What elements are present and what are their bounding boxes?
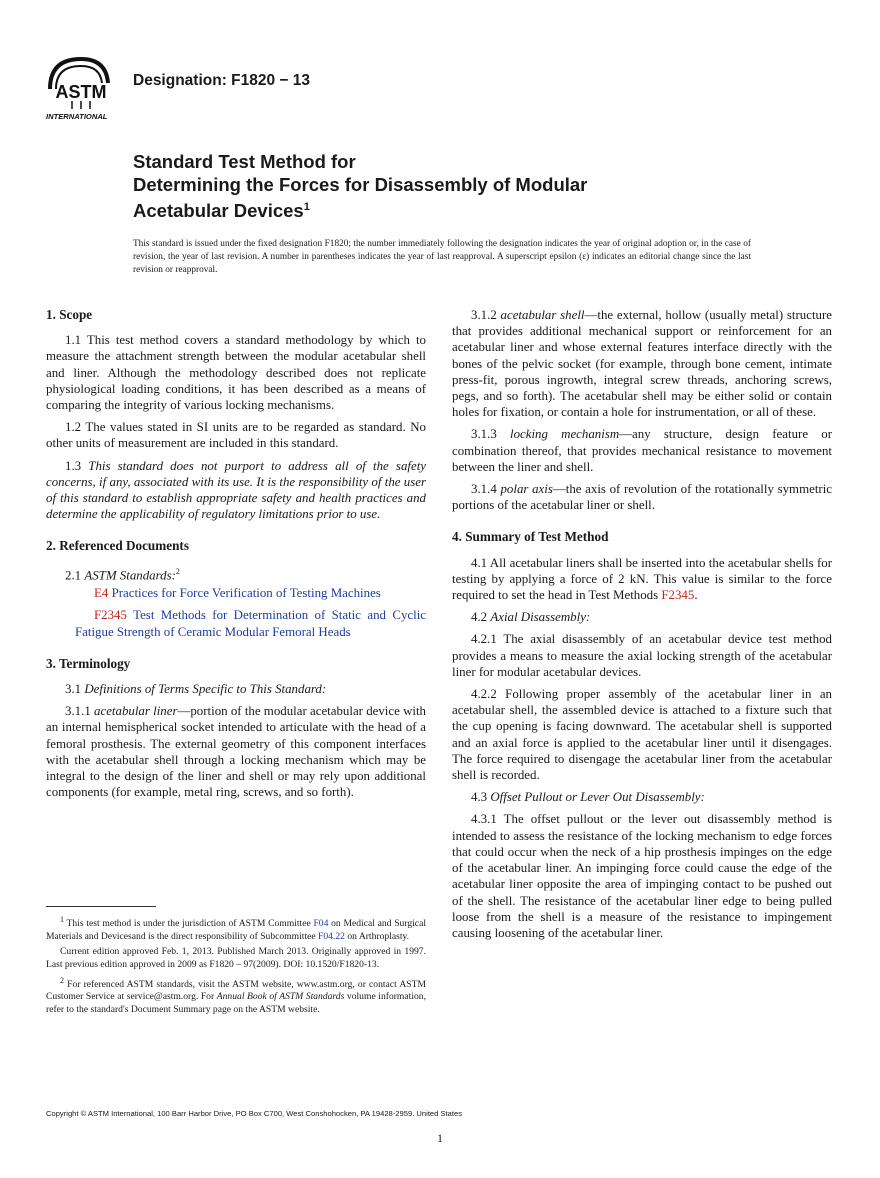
link-f04-22[interactable]: F04.22 bbox=[318, 930, 345, 942]
para-4-2-2: 4.2.2 Following proper assembly of the acetabular liner in an acetabular shell, the assembled device is attached to a fixture such that the cup opening is facing downward. The acetabular shell is supported and an axial force is applied to the acetabular liner until it disengages. The force required to disengage the acetabular liner from the acetabular shell is recorded. bbox=[452, 687, 832, 783]
para-4-2 bbox=[452, 609, 832, 625]
section-1-heading: 1. Scope bbox=[46, 307, 93, 322]
para-3-1-4 bbox=[452, 481, 832, 513]
title-line-3 bbox=[133, 196, 773, 222]
footnote-2-book-title: Annual Book of ASTM Standards bbox=[216, 991, 345, 1003]
ref-f2345-code[interactable]: F2345 bbox=[94, 608, 127, 623]
ref-f2345-title[interactable]: Test Methods for Determination of Static and Cyclic Fatigue Strength of Ceramic Modular Femoral Heads bbox=[75, 608, 426, 639]
para-3-1-1-number: 3.1.1 bbox=[65, 704, 95, 719]
para-3-1-1 bbox=[46, 703, 426, 800]
footnote-2-marker: 2 bbox=[60, 975, 64, 985]
para-3-1-3 bbox=[452, 426, 832, 475]
ref-e4-code[interactable]: E4 bbox=[94, 586, 109, 601]
link-f04[interactable]: F04 bbox=[313, 918, 329, 930]
footnotes bbox=[46, 914, 426, 1020]
footnote-rule bbox=[46, 906, 156, 907]
section-4-heading: 4. Summary of Test Method bbox=[452, 529, 609, 545]
footnote-2 bbox=[46, 975, 426, 1017]
title-footnote-marker: 1 bbox=[303, 201, 310, 213]
para-3-1-1-text: —portion of the modular acetabular device with an internal hemispherical socket intended to articulate with the head of a femoral prosthesis. The external geometry of this component interfaces with the acetabular shell through a locking mechanism which may be integral to the design of the liner and shell or may rely upon additional components (for example, metal ring, screws, and so forth). bbox=[46, 704, 426, 800]
section-3-heading: 3. Terminology bbox=[46, 655, 131, 671]
term-polar-axis: polar axis bbox=[500, 482, 553, 497]
astm-logo bbox=[44, 55, 126, 121]
logo-text: ASTM bbox=[55, 82, 107, 102]
para-4-1-end: . bbox=[694, 588, 698, 603]
designation: Designation: F1820 − 13 bbox=[133, 72, 311, 89]
logo-subtext: INTERNATIONAL bbox=[46, 112, 108, 121]
para-4-3-1: 4.3.1 The offset pullout or the lever out disassembly method is intended to assess the resistance of the locking mechanism to edge forces that could occur when the neck of a hip prosthesis impinges on the edge of the acetabular liner. An impinging force could cause the edge of the acetabular liner opposite the area of impinging contact to be pushed out of the shell. The resistance of the acetabular liner edge to being pulled loose from the shell is a measure of the resistance to impingement causing loosening of the acetabular liner. bbox=[452, 812, 832, 940]
para-3-1-text: Definitions of Terms Specific to This Standard: bbox=[84, 681, 327, 696]
para-1-3-text: This standard does not purport to address all of the safety concerns, if any, associated with its use. It is the responsibility of the user of this standard to establish appropriate safety and health practices and determine the applicability of regulatory limitations prior to use. bbox=[46, 458, 427, 522]
para-4-2-number: 4.2 bbox=[471, 610, 491, 625]
para-4-2-1: 4.2.1 The axial disassembly of an acetabular device test method provides a means to measure the axial locking strength of the acetabular liner for modular acetabular devices. bbox=[452, 632, 832, 679]
footnote-2-text-b: volume information, refer to the standard's Document Summary page on the ASTM website. bbox=[46, 991, 426, 1015]
preamble: This standard is issued under the fixed designation F1820; the number immediately following the designation indicates the year of original adoption or, in the case of revision, the year of last revision. A number in parentheses indicates the year of last reapproval. A superscript epsilon (ε) indicates an editorial change since the last revision or reapproval. bbox=[133, 239, 751, 275]
footnote-1-edition: Current edition approved Feb. 1, 2013. Published March 2013. Originally approved in 1997. Last previous edition approved in 2009 as F1820 – 97(2009). DOI: 10.1520/F1820-13. bbox=[46, 946, 426, 970]
para-4-3-text: Offset Pullout or Lever Out Disassembly: bbox=[490, 790, 705, 805]
para-1-3-number: 1.3 bbox=[65, 458, 89, 473]
para-3-1-2-text: —the external, hollow (usually metal) structure that provides additional mechanical support or reinforcement for an acetabular liner and whose external features interface directly with the bones of the pelvic socket (for example, through bone cement, intimate press-fit, porous ingrowth, integral screw threads, anchoring screws, pegs, and so forth). The acetabular shell may be either solid or contain holes for fixation, or contain a hole for instrumentation, or all of these. bbox=[452, 308, 832, 420]
para-1-2: 1.2 The values stated in SI units are to be regarded as standard. No other units of measurement are included in this standard. bbox=[46, 420, 426, 451]
para-4-2-text: Axial Disassembly: bbox=[490, 610, 591, 625]
para-2-1-number: 2.1 bbox=[65, 567, 85, 582]
footnote-1-text-a: This test method is under the jurisdiction of ASTM Committee bbox=[64, 918, 314, 930]
footnote-1 bbox=[46, 914, 426, 943]
para-3-1-number: 3.1 bbox=[65, 681, 85, 696]
copyright: Copyright © ASTM International, 100 Barr Harbor Drive, PO Box C700, West Conshohocken, PA 19428-2959. United States bbox=[46, 1109, 463, 1118]
footnote-1-marker: 1 bbox=[60, 915, 64, 924]
para-3-1-4-text: —the axis of revolution of the rotationally symmetric portions of the acetabular liner or shell. bbox=[452, 482, 833, 513]
title-line-3-text: Acetabular Devices bbox=[133, 200, 304, 222]
para-3-1-2 bbox=[452, 307, 832, 420]
para-2-1 bbox=[46, 564, 426, 584]
para-3-1-4-number: 3.1.4 bbox=[471, 482, 501, 497]
astm-logo-graphic bbox=[44, 55, 126, 121]
term-acetabular-liner: acetabular liner bbox=[94, 704, 178, 719]
title-line-1: Standard Test Method for bbox=[133, 151, 356, 172]
left-column bbox=[46, 307, 426, 806]
para-4-3-number: 4.3 bbox=[471, 790, 491, 805]
section-2-heading: 2. Referenced Documents bbox=[46, 538, 189, 554]
page-number: 1 bbox=[437, 1131, 443, 1145]
document-title bbox=[133, 150, 773, 222]
para-4-1 bbox=[452, 555, 832, 604]
term-acetabular-shell: acetabular shell bbox=[500, 308, 585, 322]
para-1-1: 1.1 This test method covers a standard methodology by which to measure the attachment strength between the modular acetabular shell and liner. Although the methodology described does not replicate physiological loading conditions, it has been described as a means of comparing the integrity of various locking mechanisms. bbox=[46, 333, 426, 413]
para-3-1 bbox=[46, 681, 426, 697]
para-2-1-footnote-marker: 2 bbox=[175, 566, 180, 576]
link-f2345[interactable]: F2345 bbox=[661, 588, 695, 603]
ref-e4-title[interactable]: Practices for Force Verification of Testing Machines bbox=[111, 586, 381, 601]
term-locking-mechanism: locking mechanism bbox=[510, 427, 620, 442]
para-1-3 bbox=[46, 458, 426, 523]
para-3-1-3-number: 3.1.3 bbox=[471, 427, 510, 442]
para-4-3 bbox=[452, 789, 832, 805]
para-2-1-text: ASTM Standards: bbox=[84, 567, 176, 582]
para-4-1-text: 4.1 All acetabular liners shall be inserted into the acetabular shells for testing by applying a force of 2 kN. This value is similar to the force required to set the head in Test Methods bbox=[452, 555, 832, 603]
para-3-1-2-number: 3.1.2 bbox=[471, 308, 501, 322]
ref-f2345[interactable] bbox=[46, 607, 426, 639]
title-line-2: Determining the Forces for Disassembly of Modular bbox=[133, 174, 588, 195]
footnote-2-text-a: For referenced ASTM standards, visit the ASTM website, www.astm.org, or contact ASTM Customer Service at service@astm.org. For bbox=[46, 978, 426, 1003]
para-3-1-3-text: —any structure, design feature or combination thereof, that provides mechanical resistance to movement between the liner and shell. bbox=[452, 427, 832, 474]
right-column bbox=[452, 307, 832, 947]
footnote-1-text-b: on Medical and Surgical Materials and Devicesand is the direct responsibility of Subcommittee bbox=[46, 918, 426, 942]
ref-e4[interactable] bbox=[46, 585, 426, 601]
footnote-1-text-c: on Arthroplasty. bbox=[344, 930, 410, 942]
